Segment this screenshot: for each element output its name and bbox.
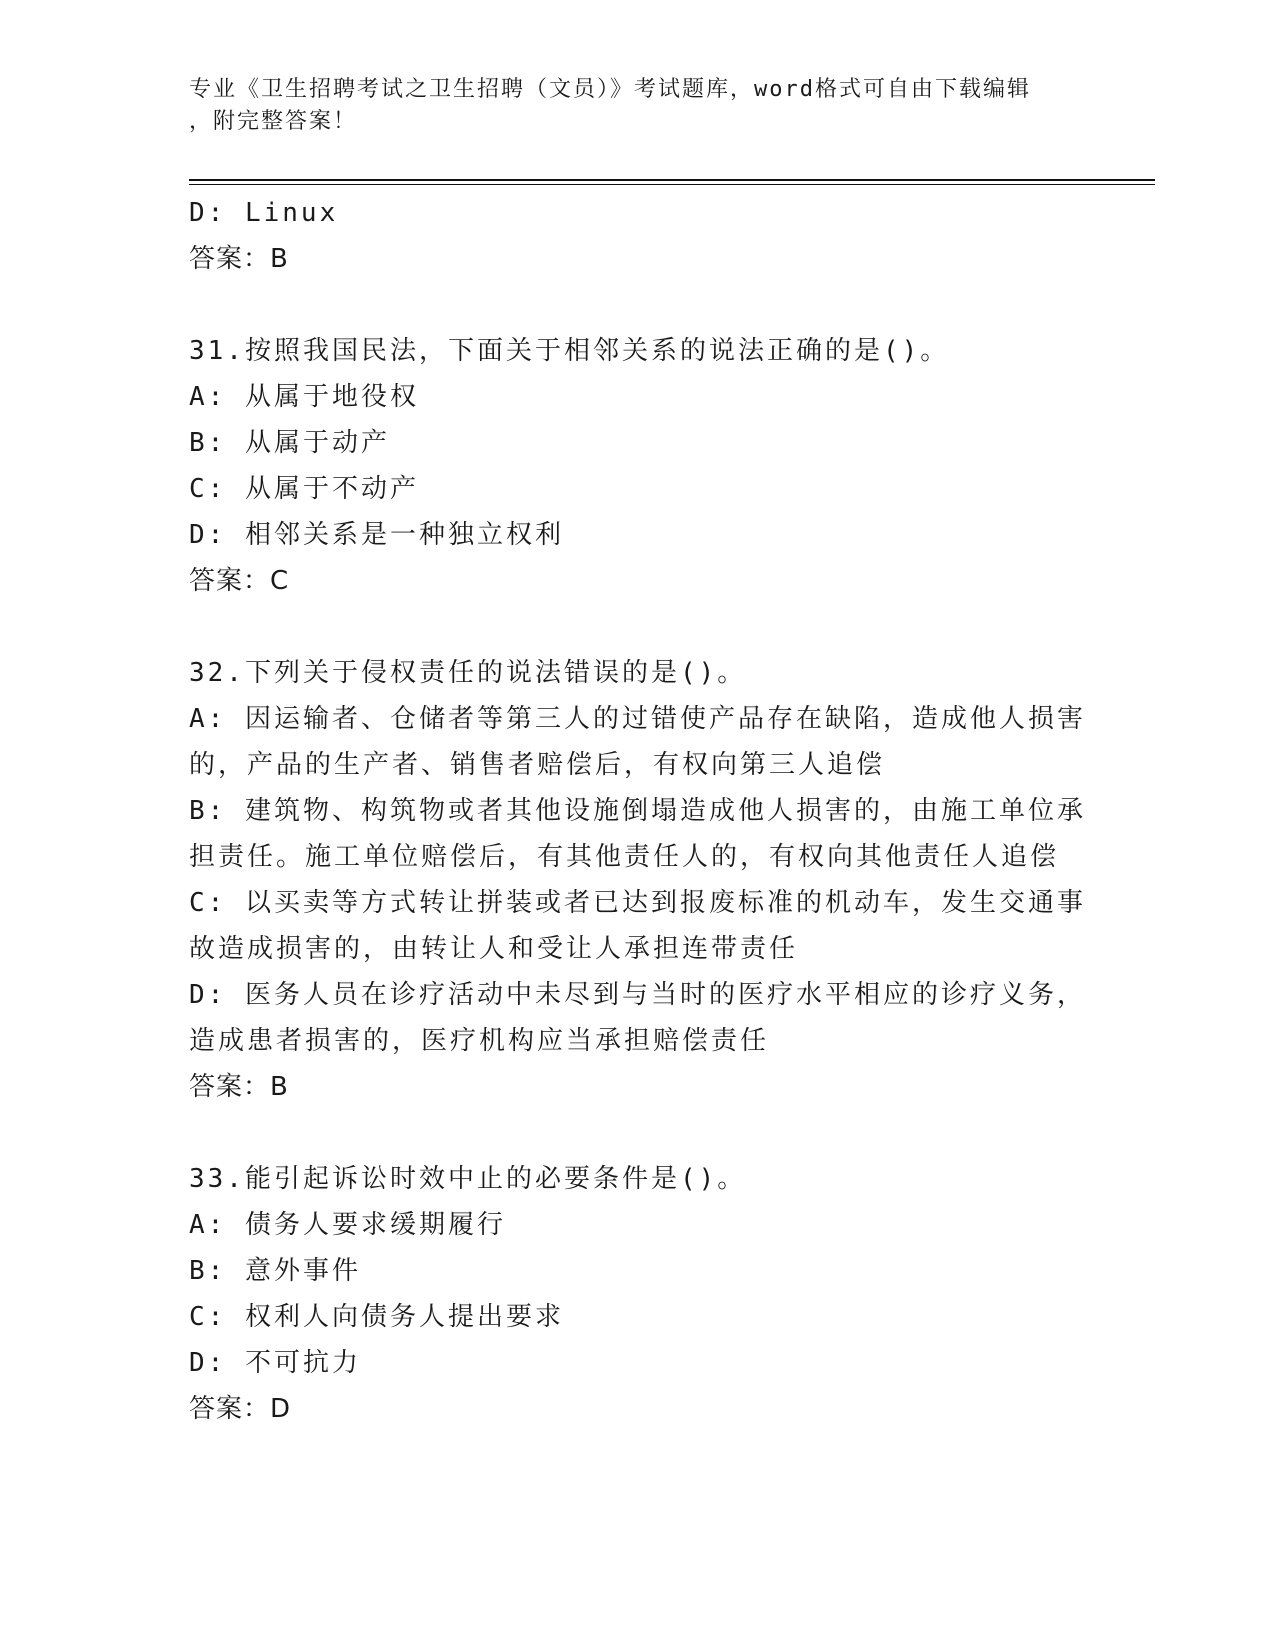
option-c: C: 权利人向债务人提出要求: [189, 1302, 564, 1332]
document-header: [189, 74, 1069, 138]
option-d: D: 不可抗力: [189, 1348, 361, 1378]
answer-line: 答案：B: [189, 1072, 289, 1102]
option-a: A: 从属于地役权: [189, 382, 419, 412]
answer-line: 答案：C: [189, 566, 290, 596]
option-d: D: Linux: [189, 198, 339, 228]
question-stem: 33.能引起诉讼时效中止的必要条件是()。: [189, 1164, 747, 1194]
option-c: C: 以买卖等方式转让拼装或者已达到报废标准的机动车，发生交通事: [189, 888, 1086, 918]
option-c: C: 从属于不动产: [189, 474, 419, 504]
previous-question-tail: [189, 190, 1089, 282]
question-stem: 31.按照我国民法，下面关于相邻关系的说法正确的是()。: [189, 336, 950, 366]
option-d: D: 相邻关系是一种独立权利: [189, 520, 564, 550]
option-c-continued: 故造成损害的，由转让人和受让人承担连带责任: [189, 934, 799, 964]
question-32: [189, 650, 1089, 1110]
option-b-continued: 担责任。施工单位赔偿后，有其他责任人的，有权向其他责任人追偿: [189, 842, 1060, 872]
option-b: B: 意外事件: [189, 1256, 361, 1286]
option-a: A: 因运输者、仓储者等第三人的过错使产品存在缺陷，造成他人损害: [189, 704, 1086, 734]
header-line-1: 专业《卫生招聘考试之卫生招聘（文员）》考试题库，word格式可自由下载编辑: [189, 77, 1031, 102]
question-33: [189, 1156, 1089, 1432]
option-d-continued: 造成患者损害的，医疗机构应当承担赔偿责任: [189, 1026, 770, 1056]
option-b: B: 建筑物、构筑物或者其他设施倒塌造成他人损害的，由施工单位承: [189, 796, 1086, 826]
spacer: [189, 282, 1089, 328]
option-a-continued: 的，产品的生产者、销售者赔偿后，有权向第三人追偿: [189, 750, 886, 780]
header-divider-thin: [189, 184, 1155, 185]
option-d: D: 医务人员在诊疗活动中未尽到与当时的医疗水平相应的诊疗义务，: [189, 980, 1086, 1010]
header-line-2: ，附完整答案！: [189, 109, 358, 134]
option-a: A: 债务人要求缓期履行: [189, 1210, 506, 1240]
answer-line: 答案：B: [189, 244, 289, 274]
spacer: [189, 1110, 1089, 1156]
spacer: [189, 604, 1089, 650]
question-stem: 32.下列关于侵权责任的说法错误的是()。: [189, 658, 747, 688]
option-b: B: 从属于动产: [189, 428, 390, 458]
answer-line: 答案：D: [189, 1394, 292, 1424]
header-divider-thick: [189, 179, 1155, 181]
question-31: [189, 328, 1089, 604]
question-content: [189, 190, 1089, 1432]
